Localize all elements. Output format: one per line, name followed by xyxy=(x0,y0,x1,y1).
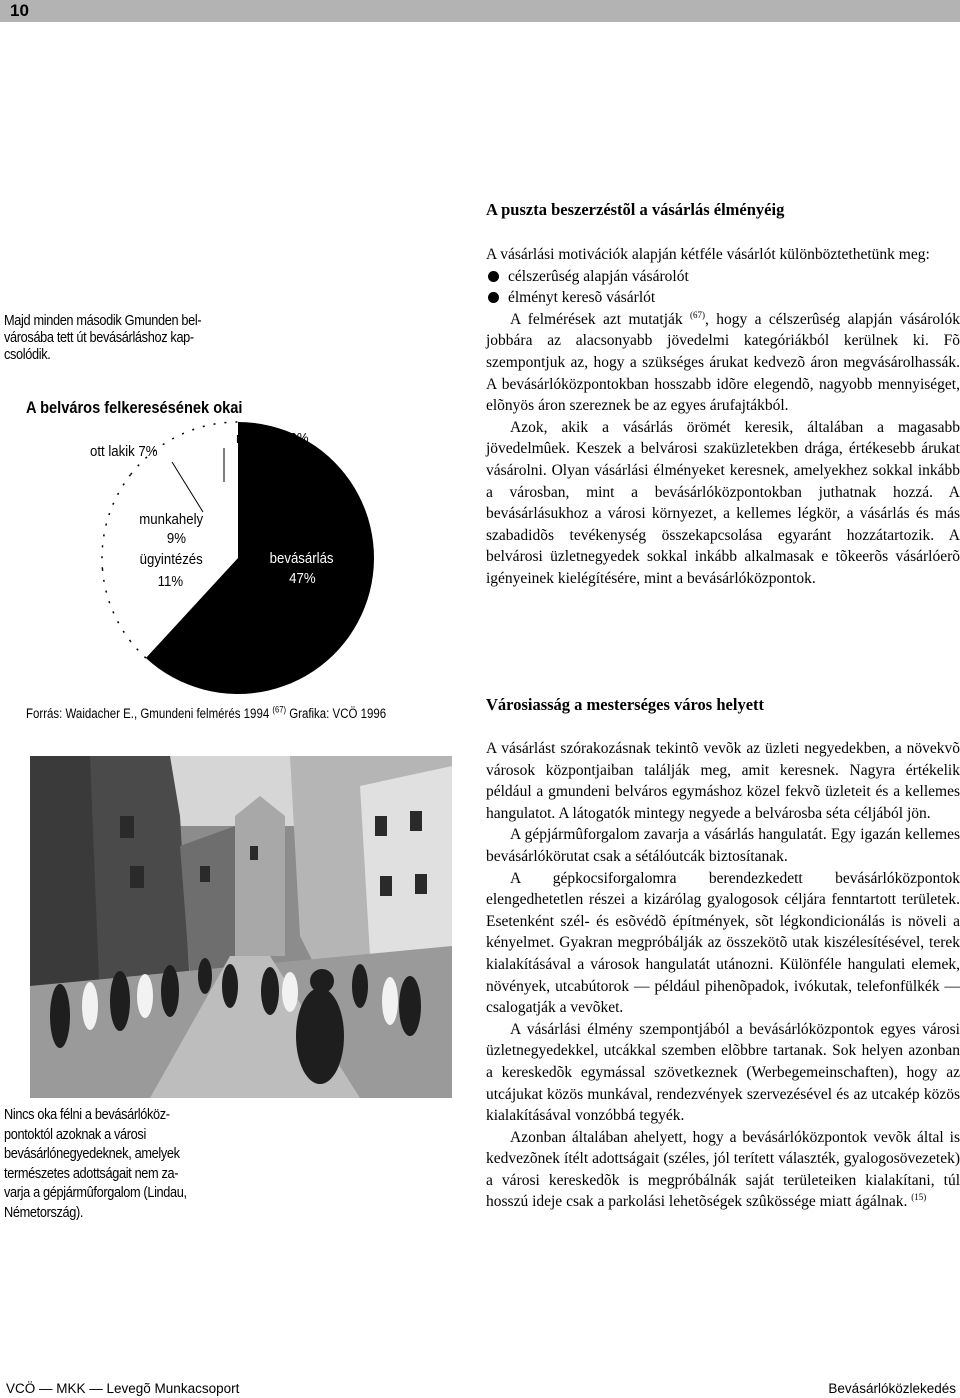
section2-paragraph: Azonban általában ahelyett, hogy a bevásárlóközpontok vevõk által is kedvezõnek ítélt adottságait (széles, jól terített választék, gyalogosövezetek) a városi kereskedõk is megpróbálnák saját területeiken kialakítani, túl hosszú ideje csak a parkolási lehetõségek szûkössége miatt ágálnak. $^{(15)}$ xyxy=(486,1128,960,1211)
section2-body xyxy=(486,738,960,1213)
footer-right: Bevásárlóközlekedés xyxy=(828,1381,956,1396)
label-ott-lakik: ott lakik 7% xyxy=(90,443,158,460)
chart-title: A belváros felkeresésének okai xyxy=(26,398,243,417)
page-number: 10 xyxy=(10,1,29,20)
bullet-item: célszerûség alapján vásárolót xyxy=(486,266,960,288)
label-bevasarlas-pct: 47% xyxy=(289,570,316,587)
footer-left: VCÖ — MKK — Levegõ Munkacsoport xyxy=(6,1381,240,1396)
label-ugyintezes-pct: 11% xyxy=(157,573,184,590)
pie-slice-2 xyxy=(131,642,146,659)
label-munkahely: munkahely xyxy=(139,511,204,528)
street-scene-image xyxy=(30,756,452,1098)
street-photo xyxy=(30,756,452,1098)
pie-slice-3 xyxy=(102,569,130,641)
label-ugyintezes: ügyintézés xyxy=(139,551,203,568)
section1-intro: A vásárlási motivációk alapján kétféle vásárlót különböztethetünk meg: xyxy=(486,246,930,263)
page-header-bar xyxy=(0,0,960,22)
chart-source: Forrás: Waidacher E., Gmundeni felmérés 1994 $^{(67)}$ Grafika: VCÖ 1996 xyxy=(26,704,387,721)
section1-body xyxy=(486,244,960,590)
section2-heading: Városiasság a mesterséges város helyett xyxy=(486,695,765,714)
pie-slice-4 xyxy=(102,474,131,569)
photo-caption: Nincs oka félni a bevásárlóköz- pontoktól azoknak a városi bevásárlónegyedeknek, amelyek természetes adottságait nem za- varja a gépjármûforgalom (Lindau, Németország). xyxy=(4,1107,187,1221)
label-nyaralas: nyaralás 2% xyxy=(236,430,309,447)
section1-paragraph: A felmérések azt mutatják $^{(67)}$, hogy a célszerûség alapján vásárolók jobbára az alacsonyabb jövedelmi kategóriákból kerülnek ki. Fõ szempontjuk az, hogy a szükséges árukat kedvezõ áron megvásárolhassák. A bevásárlóközpontokban hosszabb idõre elegendõ, nagyobb mennyiséget, elõnyös áron szereznek be az egyes árufajtákból. xyxy=(486,309,960,415)
label-munkahely-pct: 9% xyxy=(166,530,186,547)
section2-paragraph: A gépjármûforgalom zavarja a vásárlás hangulatát. Egy igazán kellemes bevásárlókörutat csak a sétálóutcák biztosítanak. xyxy=(486,826,960,865)
section2-paragraph: A vásárlást szórakozásnak tekintõ vevõk az üzleti negyedekben, a növekvõ városok központjaiban találják meg, amit keresnek. Nagyra értékelik például a gmundeni belváros egymáshoz közel fekvõ üzleteit és a kellemes hangulatot. A látogatók mintegy negyede a belvárosba séta céljából jön. xyxy=(486,740,960,822)
callout-ott-lakik xyxy=(172,462,203,512)
pie-chart xyxy=(0,420,440,730)
section2-paragraph: A vásárlási élmény szempontjából a bevásárlóközpontok egyes városi üzletnegyedekkel, utcákkal szemben elõbbre tartanak. Sok helyen azonban a kereskedõk egymással szövetkeznek (Werbegemeinschaften), hogy az utcájukat közös munkával, rendezvények szervezésével és az utcakép közös kialakításával vonzóbbá tegyék. xyxy=(486,1020,960,1125)
section1-paragraph: Azok, akik a vásárlás örömét keresik, általában a magasabb jövedelmûek. Keszek a belvárosi szaküzletekben drága, értékesebb árukat vásárolni. Olyan vásárlási élményeket keresnek, amelyekhez sokkal inkább a városban, mint a bevásárlóközpontokban juthatnak hozzá. A bevásárlásukhoz a városi környezet, a kellemes légkör, a vásárlás és más szabadidõs tevékenység összekapcsolása egyaránt hozzátartozik. A belvárosi üzletnegyedek sokkal inkább alkalmasak e tõkeerõs vásárlóerõ igényeinek kielégítésére, mint a bevásárlóközpontok. xyxy=(486,418,960,587)
section1-heading: A puszta beszerzéstõl a vásárlás élményéig xyxy=(486,200,785,219)
bullet-icon xyxy=(488,271,499,282)
label-bevasarlas: bevásárlás xyxy=(269,550,334,567)
section2-paragraph: A gépkocsiforgalomra berendezkedett bevásárlóközpontok elengedhetetlen részei a kizárólag gyalogosok céljára fenntartott területek. Esetenként szél- és esõvédõ építmények, sõt légkondicionálás is növeli a kényelmet. Gyakran megpróbálják az összekötõ utak kiszélesítésével, terek kialakításával a városok hangulatát utánozni. Különféle hangulati elemek, növények, utcabútorok — például pihenõpadok, ivókutak, telefonfülkék — csalogatják a vevõket. xyxy=(486,869,960,1017)
bullet-item: élményt keresõ vásárlót xyxy=(486,287,960,309)
bullet-icon xyxy=(488,292,499,303)
intro-caption: Majd minden második Gmunden bel- városába tett út bevásárláshoz kap- csolódik. xyxy=(4,313,202,363)
